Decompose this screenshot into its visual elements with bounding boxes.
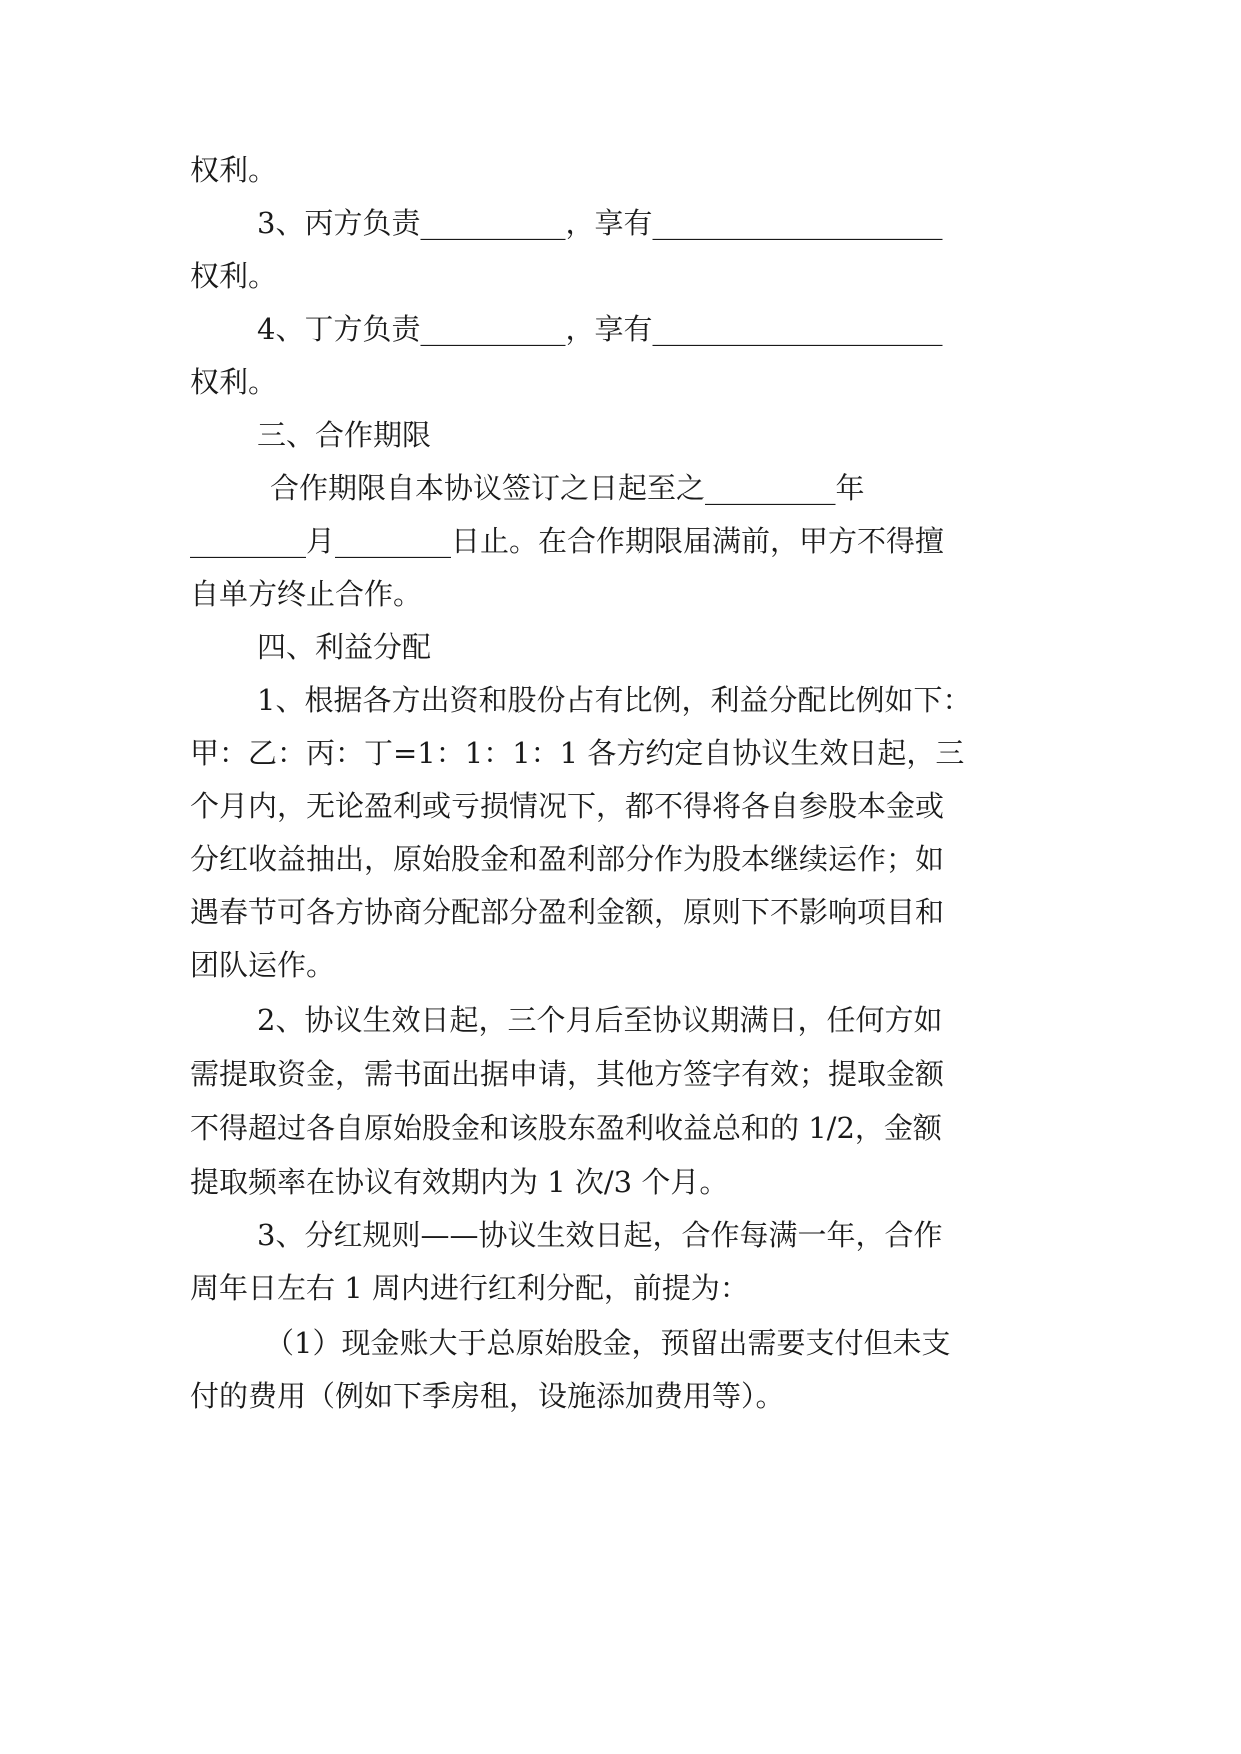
text-line: 个月内，无论盈利或亏损情况下，都不得将各自参股本金或 (190, 789, 945, 823)
text-line: 1、根据各方出资和股份占有比例，利益分配比例如下： (257, 683, 972, 717)
text-line: 遇春节可各方协商分配部分盈利金额，原则下不影响项目和 (190, 895, 945, 929)
text-line: 需提取资金，需书面出据申请，其他方签字有效；提取金额 (190, 1057, 945, 1091)
text-line: 3、分红规则——协议生效日起，合作每满一年，合作 (257, 1218, 943, 1252)
text-line: 分红收益抽出，原始股金和盈利部分作为股本继续运作；如 (190, 842, 945, 876)
text-line: 不得超过各自原始股金和该股东盈利收益总和的 1/2，金额 (190, 1111, 942, 1145)
text-line: 团队运作。 (190, 948, 336, 982)
text-line: 自单方终止合作。 (190, 577, 423, 611)
text-line: 甲：乙：丙：丁=1：1：1：1 各方约定自协议生效日起，三 (190, 736, 965, 770)
text-line: 4、丁方负责__________，享有____________________ (257, 312, 943, 346)
text-line: （1）现金账大于总原始股金，预留出需要支付但未支 (265, 1326, 951, 1360)
text-line: 权利。 (190, 259, 278, 293)
text-line: 3、丙方负责__________，享有____________________ (257, 206, 943, 240)
section-heading: 三、合作期限 (257, 418, 432, 452)
text-line: 权利。 (190, 153, 278, 187)
text-line: 2、协议生效日起，三个月后至协议期满日，任何方如 (257, 1003, 943, 1037)
text-line: 付的费用（例如下季房租，设施添加费用等）。 (190, 1379, 785, 1413)
text-line: 合作期限自本协议签订之日起至之_________年 (270, 471, 865, 505)
text-line: 周年日左右 1 周内进行红利分配，前提为： (190, 1271, 749, 1305)
text-line: 权利。 (190, 365, 278, 399)
text-line: 提取频率在协议有效期内为 1 次/3 个月。 (190, 1165, 729, 1199)
text-line: ________月________日止。在合作期限届满前，甲方不得擅 (190, 524, 945, 558)
section-heading: 四、利益分配 (257, 630, 432, 664)
